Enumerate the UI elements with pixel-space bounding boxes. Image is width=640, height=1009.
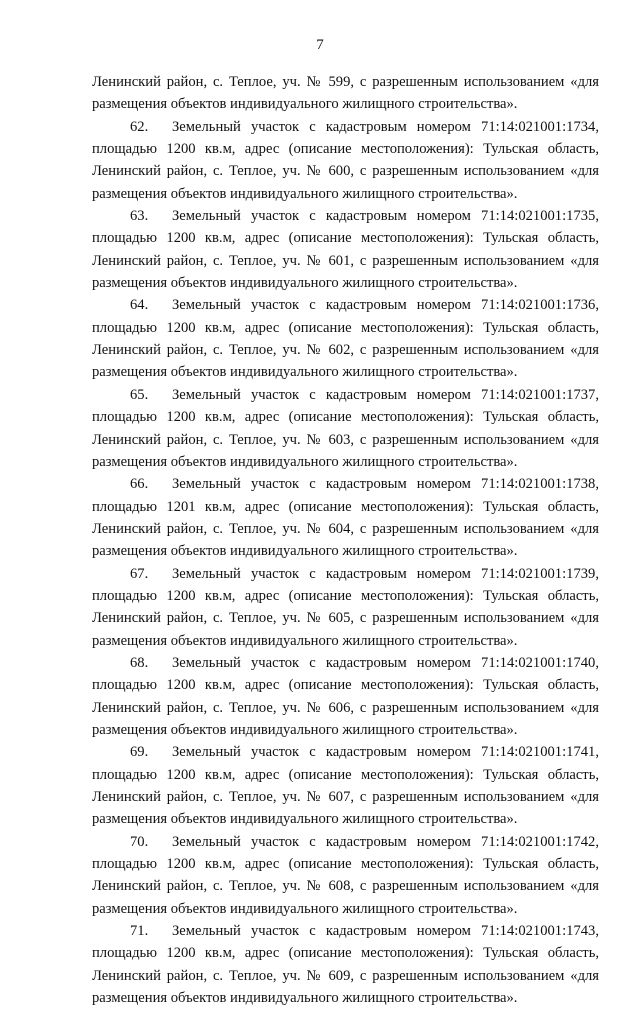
item-line: размещения объектов индивидуального жилищного строительства». [92, 811, 518, 828]
list-item [92, 384, 599, 473]
item-first-text: Земельный участок с кадастровым номером 71:14:021001:1737, [172, 386, 599, 403]
item-line: размещения объектов индивидуального жилищного строительства». [92, 990, 518, 1007]
list-item [92, 205, 599, 294]
item-first-text: Земельный участок с кадастровым номером 71:14:021001:1738, [172, 476, 599, 493]
item-first-line [92, 116, 599, 138]
item-first-text: Земельный участок с кадастровым номером 71:14:021001:1736, [172, 297, 599, 314]
list-item [92, 920, 599, 1009]
item-number: 70. [130, 833, 149, 850]
item-first-text: Земельный участок с кадастровым номером 71:14:021001:1735, [172, 208, 599, 225]
item-line: Ленинский район, с. Теплое, уч. № 605, с разрешенным использованием «для [92, 610, 599, 627]
item-line: Ленинский район, с. Теплое, уч. № 608, с разрешенным использованием «для [92, 878, 599, 895]
item-first-line [92, 741, 599, 763]
item-line: размещения объектов индивидуального жилищного строительства». [92, 364, 518, 381]
intro-line: Ленинский район, с. Теплое, уч. № 599, с разрешенным использованием «для [92, 74, 599, 90]
item-first-line [92, 920, 599, 942]
item-first-text: Земельный участок с кадастровым номером 71:14:021001:1740, [172, 654, 599, 671]
item-line: площадью 1200 кв.м, адрес (описание местоположения): Тульская область, [92, 409, 599, 426]
item-line: Ленинский район, с. Теплое, уч. № 609, с разрешенным использованием «для [92, 967, 599, 984]
item-line: размещения объектов индивидуального жилищного строительства». [92, 721, 518, 738]
item-first-text: Земельный участок с кадастровым номером 71:14:021001:1734, [172, 118, 599, 135]
item-line: размещения объектов индивидуального жилищного строительства». [92, 632, 518, 649]
intro-line: размещения объектов индивидуального жилищного строительства». [92, 96, 518, 113]
item-line: площадью 1200 кв.м, адрес (описание местоположения): Тульская область, [92, 587, 599, 604]
list-item [92, 473, 599, 562]
item-line: площадью 1200 кв.м, адрес (описание местоположения): Тульская область, [92, 677, 599, 694]
item-first-line [92, 294, 599, 316]
item-line: площадью 1200 кв.м, адрес (описание местоположения): Тульская область, [92, 766, 599, 783]
item-line: размещения объектов индивидуального жилищного строительства». [92, 275, 518, 292]
list-item [92, 563, 599, 652]
item-line: Ленинский район, с. Теплое, уч. № 603, с разрешенным использованием «для [92, 431, 599, 448]
item-line: Ленинский район, с. Теплое, уч. № 602, с разрешенным использованием «для [92, 342, 599, 359]
item-line: площадью 1201 кв.м, адрес (описание местоположения): Тульская область, [92, 498, 599, 515]
item-number: 65. [130, 386, 149, 403]
list-item [92, 831, 599, 920]
item-first-text: Земельный участок с кадастровым номером 71:14:021001:1739, [172, 565, 599, 582]
document-body [92, 71, 599, 1009]
item-first-line [92, 205, 599, 227]
item-line: Ленинский район, с. Теплое, уч. № 607, с разрешенным использованием «для [92, 789, 599, 805]
item-line: Ленинский район, с. Теплое, уч. № 604, с разрешенным использованием «для [92, 520, 599, 537]
item-line: Ленинский район, с. Теплое, уч. № 606, с разрешенным использованием «для [92, 699, 599, 716]
item-first-line [92, 563, 599, 585]
item-line: площадью 1200 кв.м, адрес (описание местоположения): Тульская область, [92, 230, 599, 247]
item-first-text: Земельный участок с кадастровым номером 71:14:021001:1741, [172, 744, 599, 761]
item-number: 62. [130, 118, 149, 135]
item-number: 67. [130, 565, 149, 582]
item-line: размещения объектов индивидуального жилищного строительства». [92, 185, 518, 202]
item-first-text: Земельный участок с кадастровым номером 71:14:021001:1742, [172, 833, 599, 850]
item-number: 66. [130, 476, 149, 493]
page-number: 7 [316, 37, 324, 53]
item-first-line [92, 473, 599, 495]
item-line: размещения объектов индивидуального жилищного строительства». [92, 453, 518, 470]
item-line: площадью 1200 кв.м, адрес (описание местоположения): Тульская область, [92, 141, 599, 158]
item-line: размещения объектов индивидуального жилищного строительства». [92, 900, 518, 917]
item-first-text: Земельный участок с кадастровым номером 71:14:021001:1743, [172, 923, 599, 940]
list-item [92, 294, 599, 383]
item-line: площадью 1200 кв.м, адрес (описание местоположения): Тульская область, [92, 945, 599, 962]
item-line: площадью 1200 кв.м, адрес (описание местоположения): Тульская область, [92, 856, 599, 873]
item-number: 69. [130, 744, 149, 761]
list-item [92, 652, 599, 741]
item-line: Ленинский район, с. Теплое, уч. № 601, с разрешенным использованием «для [92, 252, 599, 269]
item-number: 63. [130, 208, 149, 225]
item-number: 64. [130, 297, 149, 314]
item-line: площадью 1200 кв.м, адрес (описание местоположения): Тульская область, [92, 319, 599, 336]
item-line: Ленинский район, с. Теплое, уч. № 600, с разрешенным использованием «для [92, 163, 599, 180]
item-number: 68. [130, 654, 149, 671]
item-first-line [92, 831, 599, 853]
list-item [92, 741, 599, 830]
item-line: размещения объектов индивидуального жилищного строительства». [92, 543, 518, 560]
item-first-line [92, 652, 599, 674]
item-number: 71. [130, 923, 149, 940]
list-item [92, 116, 599, 205]
item-first-line [92, 384, 599, 406]
